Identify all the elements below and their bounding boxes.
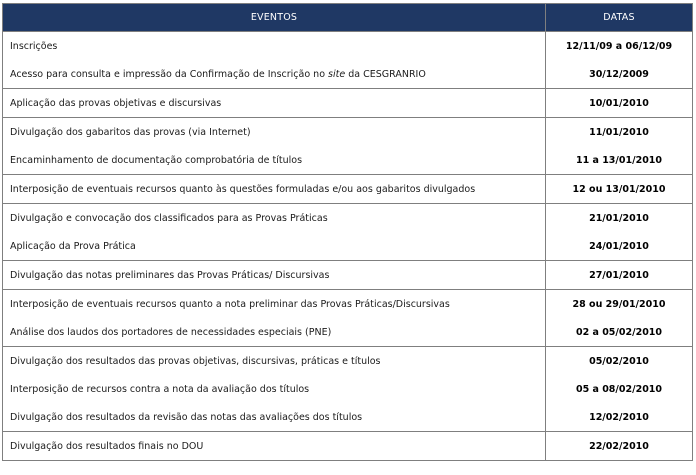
event-cell: Divulgação dos gabaritos das provas (via Internet)	[3, 118, 546, 147]
date-cell: 11 a 13/01/2010	[546, 146, 693, 175]
date-cell: 12 ou 13/01/2010	[546, 175, 693, 204]
table-row	[3, 89, 693, 118]
date-cell: 24/01/2010	[546, 232, 693, 261]
event-cell: Interposição de eventuais recursos quanto a nota preliminar das Provas Práticas/Discursivas	[3, 290, 546, 319]
table-row	[3, 232, 693, 261]
event-cell: Divulgação e convocação dos classificados para as Provas Práticas	[3, 204, 546, 233]
table-row	[3, 175, 693, 204]
table-row	[3, 290, 693, 319]
event-cell: Divulgação dos resultados finais no DOU	[3, 432, 546, 461]
table-row	[3, 118, 693, 147]
schedule-table-container	[2, 3, 692, 461]
table-row	[3, 261, 693, 290]
event-cell: Aplicação da Prova Prática	[3, 232, 546, 261]
table-row	[3, 60, 693, 89]
event-cell: Análise dos laudos dos portadores de necessidades especiais (PNE)	[3, 318, 546, 347]
event-cell: Divulgação dos resultados das provas objetivas, discursivas, práticas e títulos	[3, 347, 546, 376]
date-cell: 22/02/2010	[546, 432, 693, 461]
event-cell: Divulgação das notas preliminares das Provas Práticas/ Discursivas	[3, 261, 546, 290]
table-row	[3, 32, 693, 61]
event-cell: Divulgação dos resultados da revisão das notas das avaliações dos títulos	[3, 403, 546, 432]
schedule-table	[2, 3, 693, 461]
date-cell: 10/01/2010	[546, 89, 693, 118]
table-row	[3, 347, 693, 376]
header-row	[3, 4, 693, 32]
date-cell: 05 a 08/02/2010	[546, 375, 693, 403]
event-cell: Inscrições	[3, 32, 546, 61]
table-row	[3, 204, 693, 233]
event-cell: Aplicação das provas objetivas e discursivas	[3, 89, 546, 118]
event-text: da CESGRANRIO	[345, 68, 426, 80]
date-cell: 28 ou 29/01/2010	[546, 290, 693, 319]
date-cell: 05/02/2010	[546, 347, 693, 376]
event-cell	[3, 60, 546, 89]
event-text-italic: site	[328, 68, 346, 80]
header-datas: DATAS	[546, 4, 693, 32]
event-cell: Interposição de recursos contra a nota da avaliação dos títulos	[3, 375, 546, 403]
table-row	[3, 375, 693, 403]
table-row	[3, 146, 693, 175]
header-eventos: EVENTOS	[3, 4, 546, 32]
date-cell: 11/01/2010	[546, 118, 693, 147]
event-cell: Encaminhamento de documentação comprobatória de títulos	[3, 146, 546, 175]
event-text: Acesso para consulta e impressão da Confirmação de Inscrição no	[10, 68, 329, 80]
date-cell: 30/12/2009	[546, 60, 693, 89]
date-cell: 27/01/2010	[546, 261, 693, 290]
date-cell: 12/02/2010	[546, 403, 693, 432]
event-cell: Interposição de eventuais recursos quanto às questões formuladas e/ou aos gabaritos divulgados	[3, 175, 546, 204]
table-row	[3, 403, 693, 432]
date-cell: 21/01/2010	[546, 204, 693, 233]
table-row	[3, 432, 693, 461]
table-row	[3, 318, 693, 347]
date-cell: 12/11/09 a 06/12/09	[546, 32, 693, 61]
date-cell: 02 a 05/02/2010	[546, 318, 693, 347]
